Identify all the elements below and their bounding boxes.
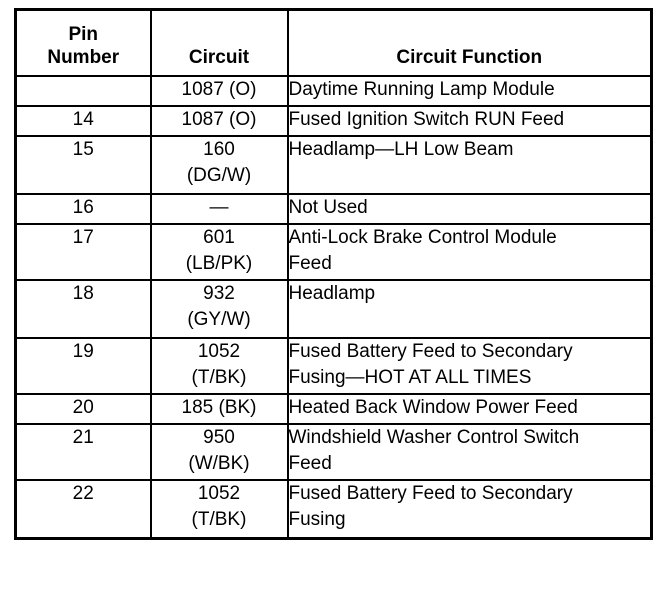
circuit-cell [151,136,288,194]
table-row [16,424,652,480]
table-row [16,194,652,224]
circuit-cell [151,394,288,424]
circuit-cell [151,338,288,394]
circuit-function-header: Circuit Function [288,10,652,77]
pin-number-cell: 22 [16,480,151,539]
circuit-line: (T/BK) [191,367,247,388]
circuit-header: Circuit [151,10,288,77]
circuit-line: 950 [203,427,235,448]
circuit-line: — [209,197,229,218]
function-line: Not Used [288,197,368,218]
circuit-line: 185 (BK) [181,397,257,418]
function-line: Fused Battery Feed to Secondary [288,483,573,504]
circuit-function-cell [288,76,652,106]
circuit-function-cell [288,136,652,194]
circuit-line: 1087 (O) [181,109,257,130]
table-header-row [16,10,652,77]
function-line: Daytime Running Lamp Module [288,79,555,100]
table-row [16,106,652,136]
table-row [16,480,652,539]
pin-header-line-1: Pin [68,24,99,45]
pin-number-cell [16,76,151,106]
circuit-function-cell [288,394,652,424]
function-line: Headlamp [288,283,376,304]
function-line: Feed [288,453,332,474]
function-line: Windshield Washer Control Switch [288,427,580,448]
function-line: Feed [288,253,332,274]
circuit-function-cell [288,424,652,480]
circuit-cell [151,424,288,480]
table-row [16,224,652,280]
circuit-line: 601 [203,227,235,248]
circuit-cell [151,280,288,338]
table-row [16,280,652,338]
circuit-function-cell [288,224,652,280]
circuit-function-cell [288,106,652,136]
function-line: Headlamp—LH Low Beam [288,139,514,160]
function-line: Fused Ignition Switch RUN Feed [288,109,565,130]
table-row [16,136,652,194]
pin-number-cell: 18 [16,280,151,338]
function-line: Anti-Lock Brake Control Module [288,227,557,248]
pin-number-cell: 20 [16,394,151,424]
function-line: Fusing [288,509,346,530]
circuit-cell [151,224,288,280]
pin-header-line-2: Number [47,47,120,68]
pin-number-cell: 17 [16,224,151,280]
circuit-line: 1052 [197,341,241,362]
circuit-line: (T/BK) [191,509,247,530]
circuit-cell [151,106,288,136]
function-line: Fused Battery Feed to Secondary [288,341,573,362]
circuit-line: (LB/PK) [185,253,253,274]
pin-number-cell: 14 [16,106,151,136]
circuit-line: 1052 [197,483,241,504]
circuit-function-cell [288,280,652,338]
circuit-line: (DG/W) [186,165,252,186]
pin-number-cell: 15 [16,136,151,194]
circuit-function-cell [288,338,652,394]
function-line: Fusing—HOT AT ALL TIMES [288,367,532,388]
table-row [16,76,652,106]
pin-number-cell: 16 [16,194,151,224]
table-row [16,394,652,424]
pin-circuit-table [14,8,653,540]
pin-number-header [16,10,151,77]
circuit-line: (W/BK) [188,453,250,474]
circuit-line: 160 [203,139,235,160]
circuit-cell [151,76,288,106]
circuit-line: 1087 (O) [181,79,257,100]
circuit-function-cell [288,480,652,539]
function-line: Heated Back Window Power Feed [288,397,578,418]
pin-number-cell: 21 [16,424,151,480]
circuit-cell [151,194,288,224]
circuit-cell [151,480,288,539]
circuit-line: (GY/W) [187,309,251,330]
pin-number-cell: 19 [16,338,151,394]
circuit-function-cell [288,194,652,224]
table-row [16,338,652,394]
circuit-line: 932 [203,283,235,304]
